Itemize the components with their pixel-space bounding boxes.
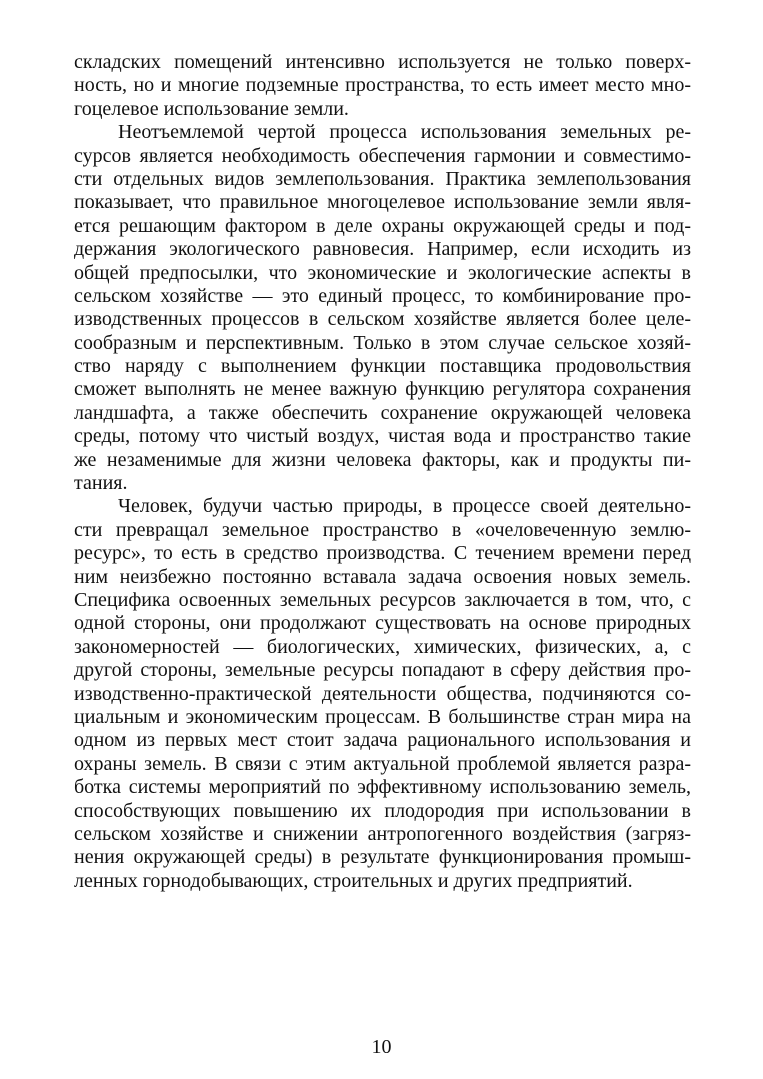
text-line: держания экологического равновесия. Например, если исходить из — [74, 238, 691, 261]
text-line: сельском хозяйстве — это единый процесс, то комбинирование про- — [74, 284, 691, 307]
text-line: общей предпосылки, что экономические и экологические аспекты в — [74, 261, 691, 284]
text-line: изводственных процессов в сельском хозяйстве является более целе- — [74, 308, 691, 331]
page-number: 10 — [371, 1036, 392, 1058]
text-line: закономерностей — биологических, химических, физических, а, с — [74, 635, 691, 658]
text-line: ним неизбежно постоянно вставала задача освоения новых земель. — [74, 565, 691, 588]
text-line: ботка системы мероприятий по эффективному использованию земель, — [74, 776, 691, 799]
text-line: циальным и экономическим процессам. В большинстве стран мира на — [74, 705, 691, 728]
paragraph — [74, 495, 691, 893]
text-line: среды, потому что чистый воздух, чистая вода и пространство такие — [74, 425, 691, 448]
text-line: ландшафта, а также обеспечить сохранение окружающей человека — [74, 401, 691, 424]
text-line: ство наряду с выполнением функции поставщика продовольствия — [74, 355, 691, 378]
paragraph — [74, 51, 691, 121]
text-line: Специфика освоенных земельных ресурсов заключается в том, что, с — [74, 588, 691, 611]
text-line: же незаменимые для жизни человека факторы, как и продукты пи- — [74, 448, 691, 471]
text-line: сельском хозяйстве и снижении антропогенного воздействия (загряз- — [74, 822, 691, 845]
text-line: Неотъемлемой чертой процесса использования земельных ре- — [118, 121, 691, 144]
text-line: Человек, будучи частью природы, в процессе своей деятельно- — [118, 495, 691, 518]
text-line: сможет выполнять не менее важную функцию регулятора сохранения — [74, 378, 691, 401]
text-line: одной стороны, они продолжают существовать на основе природных — [74, 612, 691, 635]
text-line: одном из первых мест стоит задача рационального использования и — [74, 729, 691, 752]
text-line: ленных горнодобывающих, строительных и других предприятий. — [74, 869, 633, 892]
text-line: ность, но и многие подземные пространства, то есть имеет место мно- — [74, 74, 691, 97]
paragraph — [74, 121, 691, 495]
text-line: охраны земель. В связи с этим актуальной проблемой является разра- — [74, 752, 691, 775]
text-line: сти отдельных видов землепользования. Практика землепользования — [74, 167, 691, 190]
text-line: ресурс», то есть в средство производства. С течением времени перед — [74, 542, 691, 565]
text-line: изводственно-практической деятельности общества, подчиняются со- — [74, 682, 691, 705]
text-line: тания. — [74, 472, 128, 495]
text-line: сообразным и перспективным. Только в этом случае сельское хозяй- — [74, 331, 691, 354]
text-line: другой стороны, земельные ресурсы попадают в сферу действия про- — [74, 659, 691, 682]
text-line: сурсов является необходимость обеспечения гармонии и совместимо- — [74, 144, 691, 167]
text-line: сти превращал земельное пространство в «очеловеченную землю- — [74, 518, 691, 541]
body-text — [74, 51, 691, 893]
text-line: ется решающим фактором в деле охраны окружающей среды и под- — [74, 214, 691, 237]
text-line: способствующих повышению их плодородия при использовании в — [74, 799, 691, 822]
text-line: показывает, что правильное многоцелевое использование земли явля- — [74, 191, 691, 214]
text-line: нения окружающей среды) в результате функционирования промыш- — [74, 846, 691, 869]
text-line: складских помещений интенсивно используется не только поверх- — [74, 51, 691, 73]
text-line: гоцелевое использование земли. — [74, 97, 349, 120]
